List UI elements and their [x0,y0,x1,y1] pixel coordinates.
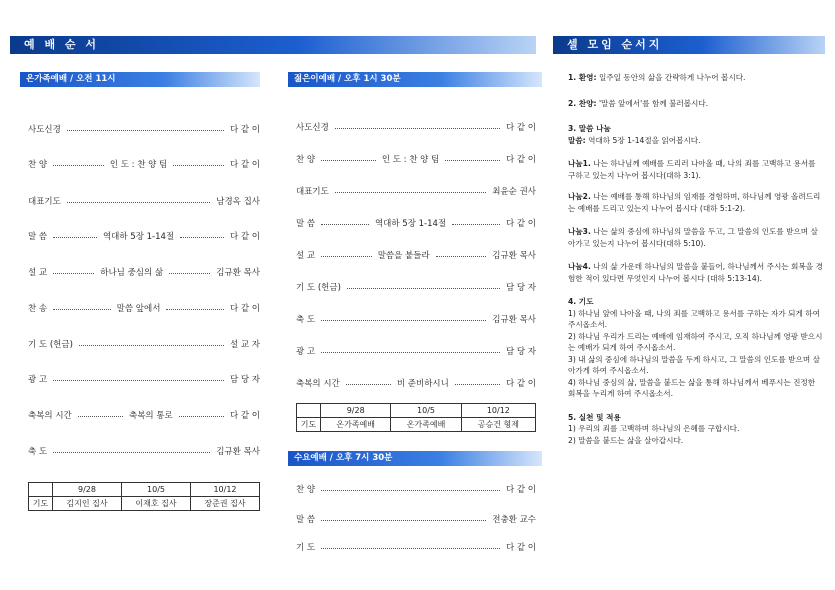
order-label: 기 도 (헌금) [296,283,341,293]
order-row [28,373,260,385]
family-prayer-duty-table [28,482,260,511]
order-leader: 다 같 이 [505,379,536,389]
order-row [28,445,260,457]
duty-name: 장준권 집사 [191,497,260,511]
order-leader: 김규환 목사 [216,268,260,278]
leader-dots [173,165,224,166]
order-label: 찬 양 [296,155,316,165]
leader-dots [347,288,500,289]
order-label: 기 도 [296,543,316,553]
cell-item-text: 1) 하나님 앞에 나아올 때, 나의 죄를 고백하고 용서를 구하는 자가 되게 하여 주시옵소서. [568,308,820,329]
order-label: 설 교 [28,268,48,278]
cell-item [568,331,823,354]
order-row [28,230,260,242]
leader-dots [53,380,224,381]
order-label: 찬 송 [28,304,48,314]
cell-item-text: 3) 내 삶의 중심에 하나님의 말씀을 두게 하시고, 그 말씀의 인도를 받으며 살아가게 하여 주시옵소서. [568,354,820,375]
order-row [296,541,536,553]
duty-date: 10/5 [122,483,191,497]
leader-dots [78,416,123,417]
cell-item-head: 나눔2. [568,192,591,201]
cell-item-head: 1. 환영: [568,73,597,82]
order-row [296,217,536,229]
cell-item-text: 역대하 5장 1-14절을 읽어봅시다. [585,135,701,145]
leader-dots [53,273,94,274]
duty-date: 9/28 [321,404,391,418]
order-leader: 김규환 목사 [216,447,260,457]
cell-item [568,226,823,249]
leader-dots [53,165,104,166]
order-label: 말 씀 [296,219,316,229]
order-detail: 역대하 5장 1-14절 [102,232,175,242]
leader-dots [436,256,487,257]
cell-item [568,72,823,84]
leader-dots [452,224,500,225]
cell-item-text: 나는 예배를 통해 하나님의 임재를 경험하며, 하나님께 영광 올려드리는 예배를 드리고 있는지 나누어 봅시다 (대하 5:1-2). [568,192,821,213]
order-leader: 다 같 이 [505,155,537,165]
order-leader: 남경옥 집사 [216,197,260,207]
leader-dots [321,160,376,161]
leader-dots [321,224,369,225]
order-row [296,483,536,495]
order-leader: 다 같 이 [229,160,261,170]
order-row [28,409,260,421]
cell-item-text: 2) 하나님 우리가 드리는 예배에 임재하여 주시고, 오직 하나님께 영광 받으시는 예배가 되게 하여 주시옵소서. [568,331,823,352]
order-label: 축 도 [296,315,316,325]
order-leader: 다 같 이 [229,304,260,314]
order-label: 축복의 시간 [296,379,340,389]
leader-dots [67,202,210,203]
duty-date: 10/5 [391,404,461,418]
cell-item-head: 나눔4. [568,262,591,271]
duty-name: 온가족예배 [391,418,461,432]
order-label: 사도신경 [296,123,329,133]
order-row [28,266,260,278]
cell-meeting-header: 셀 모임 순서지 [553,36,825,54]
duty-dates-row [29,483,260,497]
cell-item-head: 나눔1. [568,159,591,168]
cell-item-head: 3. 말씀 나눔 [568,124,611,133]
order-label: 광 고 [296,347,316,357]
cell-item [568,412,823,424]
order-leader: 김규환 목사 [492,251,537,261]
duty-label: 기도 [297,418,321,432]
order-label: 찬 양 [296,485,316,495]
wednesday-service-title: 수요예배 / 오후 7시 30분 [288,451,542,466]
order-row [296,313,536,325]
leader-dots [321,548,500,549]
cell-item [568,354,823,377]
order-leader: 전충환 교수 [492,515,536,525]
duty-name: 김지인 집사 [53,497,122,511]
cell-item-text: 2) 말씀을 붙드는 삶을 살아갑시다. [568,435,684,445]
duty-date: 10/12 [461,404,535,418]
order-leader: 담 당 자 [505,283,536,293]
order-detail: 비 준비하시니 [396,379,449,389]
cell-item [568,158,823,181]
order-leader: 최윤순 권사 [492,187,536,197]
duty-name: 공승건 형제 [461,418,535,432]
order-row [296,513,536,525]
youth-service-title: 젊은이예배 / 오후 1시 30분 [288,72,542,87]
cell-item-head: 나눔3. [568,227,591,236]
leader-dots [67,130,224,131]
order-label: 기 도 (헌금) [28,340,73,350]
leader-dots [335,128,500,129]
duty-name: 이재호 집사 [122,497,191,511]
cell-item-text: 나의 삶 가운데 하나님의 말씀을 붙들어, 하나님께서 주시는 회복을 경험한 적이 있다면 무엇인지 나누어 봅시다 (대하 5:13-14). [568,262,823,283]
order-detail: 인 도 : 찬 양 팀 [381,155,440,165]
duty-date: 10/12 [191,483,260,497]
order-leader: 담 당 자 [229,375,260,385]
leader-dots [169,273,210,274]
duty-dates-row [297,404,536,418]
order-label: 말 씀 [28,232,48,242]
order-leader: 다 같 이 [505,485,536,495]
leader-dots [79,345,224,346]
cell-item-text: 4) 하나님 중심의 삶, 말씀을 붙드는 삶을 통해 하나님께서 베푸시는 진정한 회복을 누리게 하여 주시옵소서. [568,377,816,398]
order-detail: 역대하 5장 1-14절 [374,219,447,229]
cell-item [568,191,823,214]
leader-dots [321,352,500,353]
order-row [296,281,536,293]
order-row [28,302,260,314]
order-leader: 다 같 이 [229,411,261,421]
youth-prayer-duty-table [296,403,536,432]
cell-item [568,296,823,308]
cell-item [568,423,823,435]
order-row [28,338,260,350]
cell-item-text: 나는 삶의 중심에 하나님의 말씀을 두고, 그 말씀의 인도를 받으며 살아가고 있는지 나누어 봅시다(대하 5:10). [568,227,818,248]
order-leader: 설 교 자 [229,340,260,350]
order-leader: 다 같 이 [505,123,536,133]
leader-dots [53,309,111,310]
cell-item [568,377,823,400]
cell-item-text: 1) 우리의 죄를 고백하며 하나님의 은혜를 구합시다. [568,424,740,433]
order-row [28,195,260,207]
leader-dots [166,309,224,310]
leader-dots [335,192,486,193]
cell-item [568,261,823,284]
order-leader: 다 같 이 [505,543,536,553]
family-service-title: 온가족예배 / 오전 11시 [20,72,260,87]
order-detail: 축복의 통로 [128,411,173,421]
leader-dots [53,452,210,453]
leader-dots [455,384,500,385]
order-label: 대표기도 [296,187,329,197]
leader-dots [53,237,97,238]
cell-item-text: '말씀 앞에서'를 함께 불러봅시다. [596,98,709,108]
leader-dots [321,320,486,321]
leader-dots [180,237,224,238]
cell-item [568,308,823,331]
order-label: 축 도 [28,447,48,457]
duty-names-row [29,497,260,511]
cell-item [568,435,823,447]
order-label: 대표기도 [28,197,61,207]
order-detail: 말씀 앞에서 [116,304,161,314]
cell-item-head: 말씀: [568,135,586,145]
cell-item [568,135,823,147]
order-leader: 담 당 자 [505,347,536,357]
order-detail: 인 도 : 찬 양 팀 [109,160,168,170]
duty-date: 9/28 [53,483,122,497]
order-leader: 다 같 이 [505,219,536,229]
order-row [296,249,536,261]
order-label: 광 고 [28,375,48,385]
cell-item-text: 일주일 동안의 삶을 간략하게 나누어 봅시다. [596,73,746,82]
order-row [296,377,536,389]
duty-label: 기도 [29,497,53,511]
cell-item [568,123,823,135]
order-label: 축복의 시간 [28,411,72,421]
order-detail: 하나님 중심의 삶 [100,268,164,278]
order-detail: 말씀을 붙들라 [377,251,430,261]
duty-corner [29,483,53,497]
cell-item [568,98,823,110]
duty-name: 온가족예배 [321,418,391,432]
leader-dots [321,520,486,521]
cell-item-head: 5. 실천 및 적용 [568,412,621,422]
order-leader: 김규환 목사 [492,315,536,325]
order-label: 찬 양 [28,160,48,170]
worship-order-header: 예 배 순 서 [10,36,536,54]
leader-dots [321,256,372,257]
order-row [296,185,536,197]
cell-item-head: 2. 찬양: [568,98,597,108]
leader-dots [179,416,224,417]
order-row [296,121,536,133]
order-row [296,345,536,357]
leader-dots [445,160,500,161]
order-leader: 다 같 이 [229,232,260,242]
duty-corner [297,404,321,418]
order-row [28,123,260,135]
cell-meeting-content [568,72,823,446]
order-label: 사도신경 [28,125,61,135]
leader-dots [321,490,500,491]
leader-dots [346,384,391,385]
order-row [296,153,536,165]
order-label: 설 교 [296,251,316,261]
cell-item-text: 나는 하나님께 예배를 드리러 나아올 때, 나의 죄를 고백하고 용서를 구하고 있는지 나누어 봅시다(대하 3:1). [568,159,816,180]
duty-names-row [297,418,536,432]
order-leader: 다 같 이 [229,125,260,135]
order-label: 말 씀 [296,515,316,525]
cell-item-head: 4. 기도 [568,297,594,306]
order-row [28,158,260,170]
